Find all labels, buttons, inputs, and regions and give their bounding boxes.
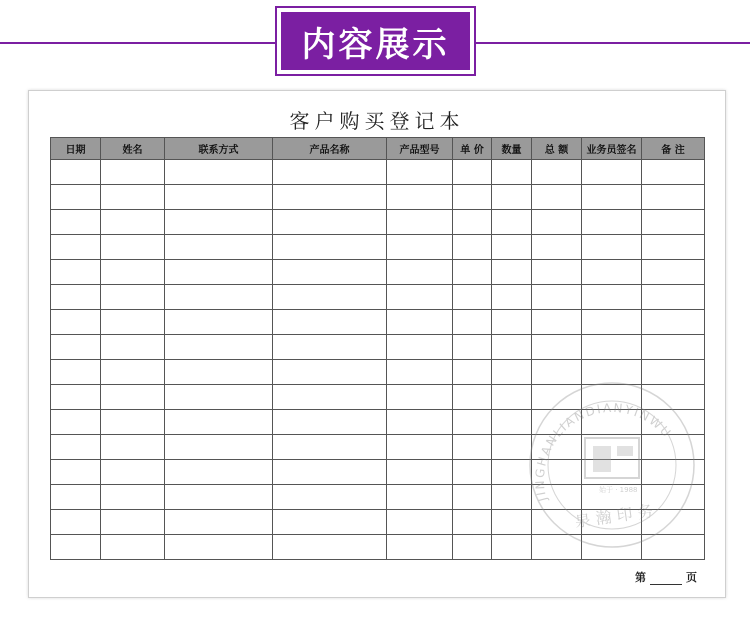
table-cell[interactable] bbox=[492, 385, 532, 410]
table-cell[interactable] bbox=[101, 310, 165, 335]
table-cell[interactable] bbox=[165, 360, 273, 385]
table-row bbox=[51, 310, 705, 335]
table-cell[interactable] bbox=[165, 535, 273, 560]
table-cell[interactable] bbox=[51, 285, 101, 310]
table-cell[interactable] bbox=[453, 210, 492, 235]
table-cell[interactable] bbox=[387, 385, 453, 410]
table-cell[interactable] bbox=[492, 485, 532, 510]
table-row bbox=[51, 285, 705, 310]
table-cell[interactable] bbox=[492, 310, 532, 335]
table-cell[interactable] bbox=[532, 385, 582, 410]
table-cell[interactable] bbox=[453, 485, 492, 510]
table-row bbox=[51, 410, 705, 435]
table-cell[interactable] bbox=[51, 535, 101, 560]
table-cell[interactable] bbox=[273, 185, 387, 210]
watermark-arc-text: JINGHANLIANDIANYINWU bbox=[532, 400, 675, 503]
column-header-contact: 联系方式 bbox=[165, 138, 273, 160]
table-cell[interactable] bbox=[387, 235, 453, 260]
table-cell[interactable] bbox=[387, 435, 453, 460]
table-cell[interactable] bbox=[387, 510, 453, 535]
table-cell[interactable] bbox=[101, 185, 165, 210]
table-cell[interactable] bbox=[165, 510, 273, 535]
table-cell[interactable] bbox=[582, 485, 642, 510]
table-cell[interactable] bbox=[165, 185, 273, 210]
table-cell[interactable] bbox=[492, 435, 532, 460]
table-cell[interactable] bbox=[532, 535, 582, 560]
table-cell[interactable] bbox=[273, 235, 387, 260]
table-cell[interactable] bbox=[532, 360, 582, 385]
table-row bbox=[51, 185, 705, 210]
table-cell[interactable] bbox=[492, 510, 532, 535]
table-cell[interactable] bbox=[101, 235, 165, 260]
table-cell[interactable] bbox=[582, 210, 642, 235]
table-row bbox=[51, 385, 705, 410]
table-cell[interactable] bbox=[642, 210, 705, 235]
table-cell[interactable] bbox=[387, 335, 453, 360]
ledger-body bbox=[51, 160, 705, 560]
table-cell[interactable] bbox=[642, 235, 705, 260]
table-cell[interactable] bbox=[582, 235, 642, 260]
table-cell[interactable] bbox=[532, 160, 582, 185]
table-cell[interactable] bbox=[165, 335, 273, 360]
column-header-remarks: 备 注 bbox=[642, 138, 705, 160]
table-cell[interactable] bbox=[101, 460, 165, 485]
table-cell[interactable] bbox=[273, 160, 387, 185]
table-cell[interactable] bbox=[101, 260, 165, 285]
table-cell[interactable] bbox=[51, 435, 101, 460]
table-cell[interactable] bbox=[642, 485, 705, 510]
table-cell[interactable] bbox=[165, 235, 273, 260]
table-cell[interactable] bbox=[387, 285, 453, 310]
table-cell[interactable] bbox=[273, 360, 387, 385]
table-cell[interactable] bbox=[165, 485, 273, 510]
table-row bbox=[51, 210, 705, 235]
table-cell[interactable] bbox=[532, 435, 582, 460]
table-cell[interactable] bbox=[101, 510, 165, 535]
column-header-product-model: 产品型号 bbox=[387, 138, 453, 160]
table-row bbox=[51, 160, 705, 185]
table-cell[interactable] bbox=[642, 160, 705, 185]
page-number-blank bbox=[650, 573, 682, 585]
table-cell[interactable] bbox=[51, 410, 101, 435]
table-cell[interactable] bbox=[101, 285, 165, 310]
page-number-footer bbox=[635, 569, 697, 585]
table-cell[interactable] bbox=[532, 460, 582, 485]
table-cell[interactable] bbox=[453, 510, 492, 535]
table-cell[interactable] bbox=[453, 435, 492, 460]
table-row bbox=[51, 435, 705, 460]
table-cell[interactable] bbox=[101, 410, 165, 435]
ledger-table bbox=[50, 137, 705, 560]
table-cell[interactable] bbox=[273, 535, 387, 560]
table-cell[interactable] bbox=[101, 210, 165, 235]
table-cell[interactable] bbox=[582, 510, 642, 535]
table-cell[interactable] bbox=[387, 410, 453, 435]
table-cell[interactable] bbox=[492, 210, 532, 235]
table-cell[interactable] bbox=[582, 535, 642, 560]
watermark-brand: 泉 瀚 印 务 bbox=[573, 501, 655, 532]
table-row bbox=[51, 535, 705, 560]
table-cell[interactable] bbox=[165, 385, 273, 410]
table-cell[interactable] bbox=[532, 410, 582, 435]
table-cell[interactable] bbox=[453, 285, 492, 310]
table-cell[interactable] bbox=[387, 360, 453, 385]
page-prefix: 第 bbox=[635, 571, 646, 584]
table-cell[interactable] bbox=[642, 360, 705, 385]
table-cell[interactable] bbox=[453, 185, 492, 210]
table-cell[interactable] bbox=[492, 460, 532, 485]
table-cell[interactable] bbox=[273, 335, 387, 360]
table-cell[interactable] bbox=[492, 185, 532, 210]
table-cell[interactable] bbox=[582, 335, 642, 360]
table-cell[interactable] bbox=[582, 160, 642, 185]
table-cell[interactable] bbox=[582, 360, 642, 385]
banner bbox=[277, 8, 474, 74]
table-cell[interactable] bbox=[532, 260, 582, 285]
table-cell[interactable] bbox=[492, 285, 532, 310]
ledger-sheet bbox=[28, 90, 726, 598]
table-cell[interactable] bbox=[492, 410, 532, 435]
table-cell[interactable] bbox=[453, 385, 492, 410]
table-cell[interactable] bbox=[453, 235, 492, 260]
table-cell[interactable] bbox=[51, 235, 101, 260]
table-cell[interactable] bbox=[165, 285, 273, 310]
column-header-product-name: 产品名称 bbox=[273, 138, 387, 160]
table-cell[interactable] bbox=[642, 260, 705, 285]
table-cell[interactable] bbox=[642, 535, 705, 560]
header-row bbox=[51, 138, 705, 160]
table-row bbox=[51, 335, 705, 360]
table-cell[interactable] bbox=[582, 260, 642, 285]
table-cell[interactable] bbox=[532, 335, 582, 360]
table-cell[interactable] bbox=[532, 310, 582, 335]
table-cell[interactable] bbox=[492, 335, 532, 360]
table-cell[interactable] bbox=[51, 160, 101, 185]
table-cell[interactable] bbox=[582, 435, 642, 460]
table-cell[interactable] bbox=[532, 510, 582, 535]
table-cell[interactable] bbox=[582, 310, 642, 335]
table-cell[interactable] bbox=[492, 235, 532, 260]
table-cell[interactable] bbox=[532, 285, 582, 310]
column-header-date: 日期 bbox=[51, 138, 101, 160]
table-cell[interactable] bbox=[387, 310, 453, 335]
table-row bbox=[51, 235, 705, 260]
table-cell[interactable] bbox=[532, 485, 582, 510]
table-cell[interactable] bbox=[387, 535, 453, 560]
table-cell[interactable] bbox=[387, 260, 453, 285]
table-row bbox=[51, 360, 705, 385]
table-cell[interactable] bbox=[387, 160, 453, 185]
table-cell[interactable] bbox=[51, 485, 101, 510]
table-cell[interactable] bbox=[492, 360, 532, 385]
table-cell[interactable] bbox=[582, 285, 642, 310]
table-cell[interactable] bbox=[273, 485, 387, 510]
table-cell[interactable] bbox=[51, 460, 101, 485]
table-cell[interactable] bbox=[642, 285, 705, 310]
column-header-quantity: 数量 bbox=[492, 138, 532, 160]
table-cell[interactable] bbox=[101, 435, 165, 460]
table-cell[interactable] bbox=[165, 410, 273, 435]
table-cell[interactable] bbox=[51, 210, 101, 235]
table-cell[interactable] bbox=[51, 310, 101, 335]
table-cell[interactable] bbox=[453, 410, 492, 435]
table-cell[interactable] bbox=[642, 460, 705, 485]
table-cell[interactable] bbox=[642, 385, 705, 410]
table-cell[interactable] bbox=[642, 310, 705, 335]
banner-title: 内容展示 bbox=[301, 24, 450, 65]
table-cell[interactable] bbox=[51, 385, 101, 410]
table-cell[interactable] bbox=[387, 185, 453, 210]
table-cell[interactable] bbox=[101, 535, 165, 560]
table-cell[interactable] bbox=[165, 460, 273, 485]
table-cell[interactable] bbox=[273, 310, 387, 335]
table-cell[interactable] bbox=[273, 260, 387, 285]
table-cell[interactable] bbox=[387, 210, 453, 235]
table-cell[interactable] bbox=[642, 410, 705, 435]
table-cell[interactable] bbox=[101, 360, 165, 385]
table-cell[interactable] bbox=[101, 485, 165, 510]
table-cell[interactable] bbox=[642, 335, 705, 360]
table-cell[interactable] bbox=[492, 260, 532, 285]
table-cell[interactable] bbox=[582, 185, 642, 210]
table-cell[interactable] bbox=[51, 360, 101, 385]
table-cell[interactable] bbox=[453, 335, 492, 360]
table-cell[interactable] bbox=[165, 160, 273, 185]
table-cell[interactable] bbox=[582, 460, 642, 485]
table-cell[interactable] bbox=[642, 510, 705, 535]
table-cell[interactable] bbox=[273, 460, 387, 485]
table-cell[interactable] bbox=[51, 260, 101, 285]
column-header-salesperson-signature: 业务员签名 bbox=[582, 138, 642, 160]
table-cell[interactable] bbox=[273, 285, 387, 310]
table-cell[interactable] bbox=[273, 410, 387, 435]
table-cell[interactable] bbox=[165, 310, 273, 335]
table-row bbox=[51, 510, 705, 535]
table-cell[interactable] bbox=[273, 510, 387, 535]
column-header-name: 姓名 bbox=[101, 138, 165, 160]
table-cell[interactable] bbox=[453, 460, 492, 485]
table-cell[interactable] bbox=[492, 535, 532, 560]
table-cell[interactable] bbox=[453, 160, 492, 185]
table-cell[interactable] bbox=[165, 435, 273, 460]
watermark-year: 始于 · 1988 bbox=[599, 486, 638, 494]
page-suffix: 页 bbox=[686, 571, 697, 584]
table-cell[interactable] bbox=[165, 260, 273, 285]
table-cell[interactable] bbox=[453, 260, 492, 285]
table-cell[interactable] bbox=[273, 435, 387, 460]
sheet-title: 客户购买登记本 bbox=[289, 109, 465, 133]
table-cell[interactable] bbox=[101, 335, 165, 360]
table-cell[interactable] bbox=[642, 435, 705, 460]
table-cell[interactable] bbox=[532, 210, 582, 235]
table-row bbox=[51, 460, 705, 485]
table-cell[interactable] bbox=[492, 160, 532, 185]
table-cell[interactable] bbox=[582, 410, 642, 435]
table-cell[interactable] bbox=[387, 485, 453, 510]
table-cell[interactable] bbox=[165, 210, 273, 235]
table-cell[interactable] bbox=[273, 385, 387, 410]
table-cell[interactable] bbox=[582, 385, 642, 410]
table-cell[interactable] bbox=[51, 335, 101, 360]
table-cell[interactable] bbox=[642, 185, 705, 210]
table-cell[interactable] bbox=[51, 510, 101, 535]
table-cell[interactable] bbox=[387, 460, 453, 485]
table-row bbox=[51, 485, 705, 510]
table-cell[interactable] bbox=[453, 535, 492, 560]
table-cell[interactable] bbox=[101, 160, 165, 185]
table-cell[interactable] bbox=[532, 185, 582, 210]
column-header-unit-price: 单 价 bbox=[453, 138, 492, 160]
table-cell[interactable] bbox=[273, 210, 387, 235]
column-header-total: 总 额 bbox=[532, 138, 582, 160]
table-cell[interactable] bbox=[453, 310, 492, 335]
table-cell[interactable] bbox=[453, 360, 492, 385]
table-cell[interactable] bbox=[101, 385, 165, 410]
table-cell[interactable] bbox=[532, 235, 582, 260]
table-cell[interactable] bbox=[51, 185, 101, 210]
table-row bbox=[51, 260, 705, 285]
